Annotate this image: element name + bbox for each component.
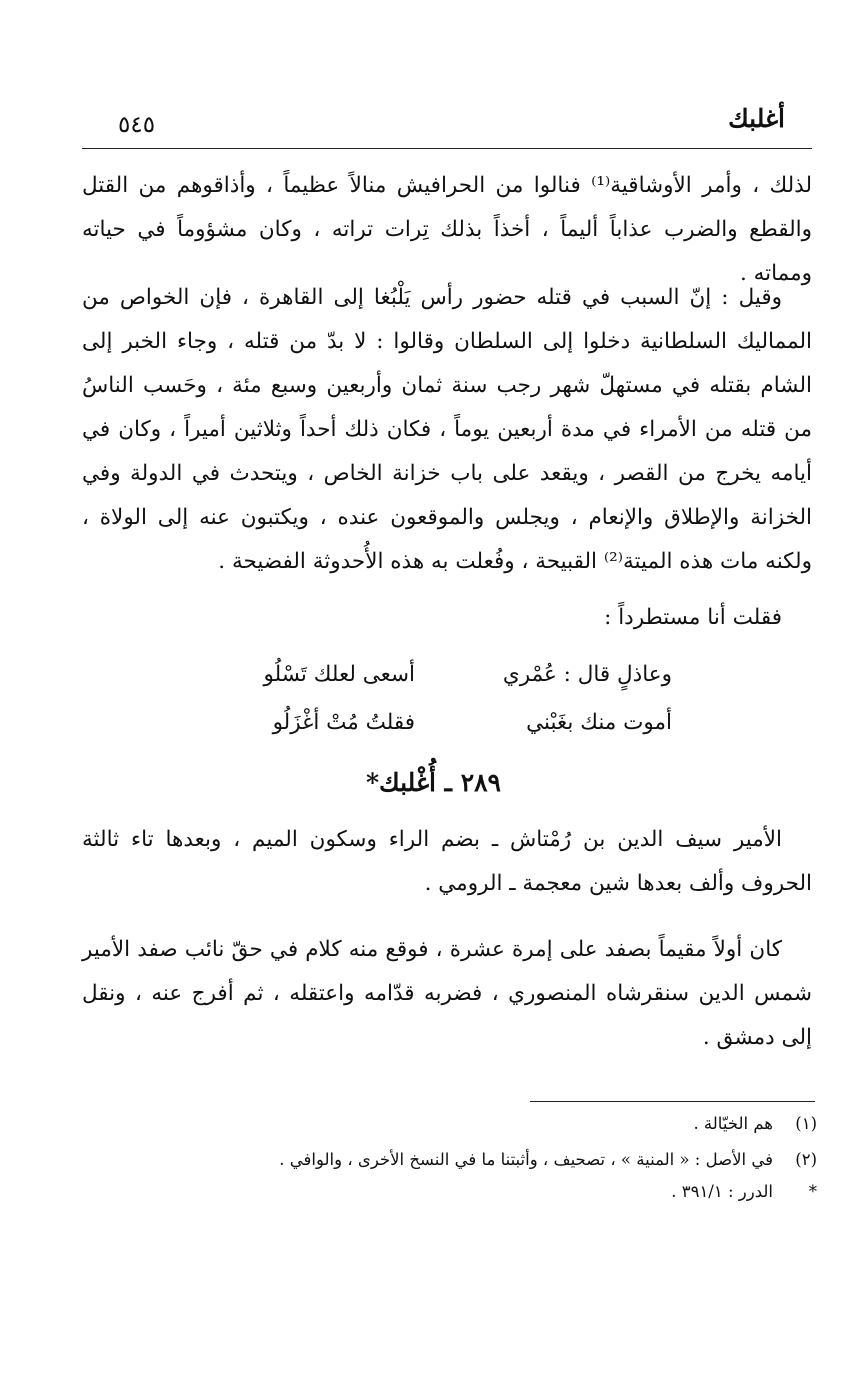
page-number: ٥٤٥: [118, 112, 156, 138]
verse-hemistich: فقلتُ مُتْ أغْزَلُو: [272, 710, 415, 735]
paragraph-6: [82, 928, 812, 1060]
footnote-divider: [530, 1101, 815, 1102]
running-title: أغلبك: [728, 104, 785, 133]
footnote: [150, 1182, 817, 1201]
footnote-mark: *: [808, 1182, 817, 1201]
header-divider: [82, 148, 812, 149]
footnote: [150, 1114, 817, 1133]
paragraph-5: [82, 818, 812, 906]
footnote-mark: (١): [795, 1114, 817, 1133]
paragraph-2: [82, 276, 812, 584]
footnote-text: الدرر : ٣٩١/١ .: [671, 1182, 773, 1201]
verse-hemistich: وعاذلٍ قال : عُمْري: [502, 662, 672, 687]
footnote-mark: (٢): [795, 1150, 817, 1169]
footnote-text: هم الخيّالة .: [693, 1114, 773, 1133]
footnote: [150, 1150, 817, 1169]
footnote-text: في الأصل : « المنية » ، تصحيف ، وأثبتنا ما في النسخ الأخرى ، والوافي .: [279, 1150, 773, 1169]
paragraph-2-text: وقيل : إنّ السبب في قتله حضور رأس يَلْبُغا إلى القاهرة ، فإن الخواص من المماليك السلطانية دخلوا إلى السلطان وقالوا : لا بدّ من قتله ، وجاء الخبر إلى الشام بقتله في مستهلّ شهر رجب سنة ثمان وأربعين وسبع مئة ، وحَسب الناسُ من قتله من الأمراء في مدة أربعين يوماً ، فكان ذلك أحداً وثلاثين أميراً ، وكان في أيامه يخرج من القصر ، ويقعد على باب خزانة الخاص ، ويتحدث في الدولة وفي الخزانة والإطلاق والإنعام ، ويجلس والموقعون عنده ، ويكتبون عنه إلى الولاة ، ولكنه مات هذه الميتة⁽²⁾ القبيحة ، وفُعلت به هذه الأُحدوثة الفضيحة .: [82, 285, 812, 574]
verse-hemistich: أموت منك بغَبْني: [526, 710, 672, 735]
paragraph-3-text: فقلت أنا مستطرداً :: [604, 605, 782, 630]
verse-hemistich: أسعى لعلك تَسْلُو: [263, 662, 415, 687]
paragraph-3: [82, 596, 812, 640]
paragraph-6-text: كان أولاً مقيماً بصفد على إمرة عشرة ، فوقع منه كلام في حقّ نائب صفد الأمير شمس الدين سنقرشاه المنصوري ، فضربه قدّامه واعتقله ، ثم أفرج عنه ، ونقل إلى دمشق .: [82, 937, 812, 1050]
paragraph-5-text: الأمير سيف الدين بن رُمْتاش ـ بضم الراء وسكون الميم ، وبعدها تاء ثالثة الحروف وألف بعدها شين معجمة ـ الرومي .: [82, 827, 812, 896]
paragraph-1: لذلك ، وأمر الأوشاقية⁽¹⁾ فنالوا من الحرافيش منالاً عظيماً ، وأذاقوهم من القتل والقطع والضرب عذاباً أليماً ، أخذاً بذلك تِرات تراته ، وكان مشؤوماً في حياته ومماته .: [82, 173, 812, 286]
entry-heading: ٢٨٩ ـ أُغْلبك*: [365, 768, 501, 797]
